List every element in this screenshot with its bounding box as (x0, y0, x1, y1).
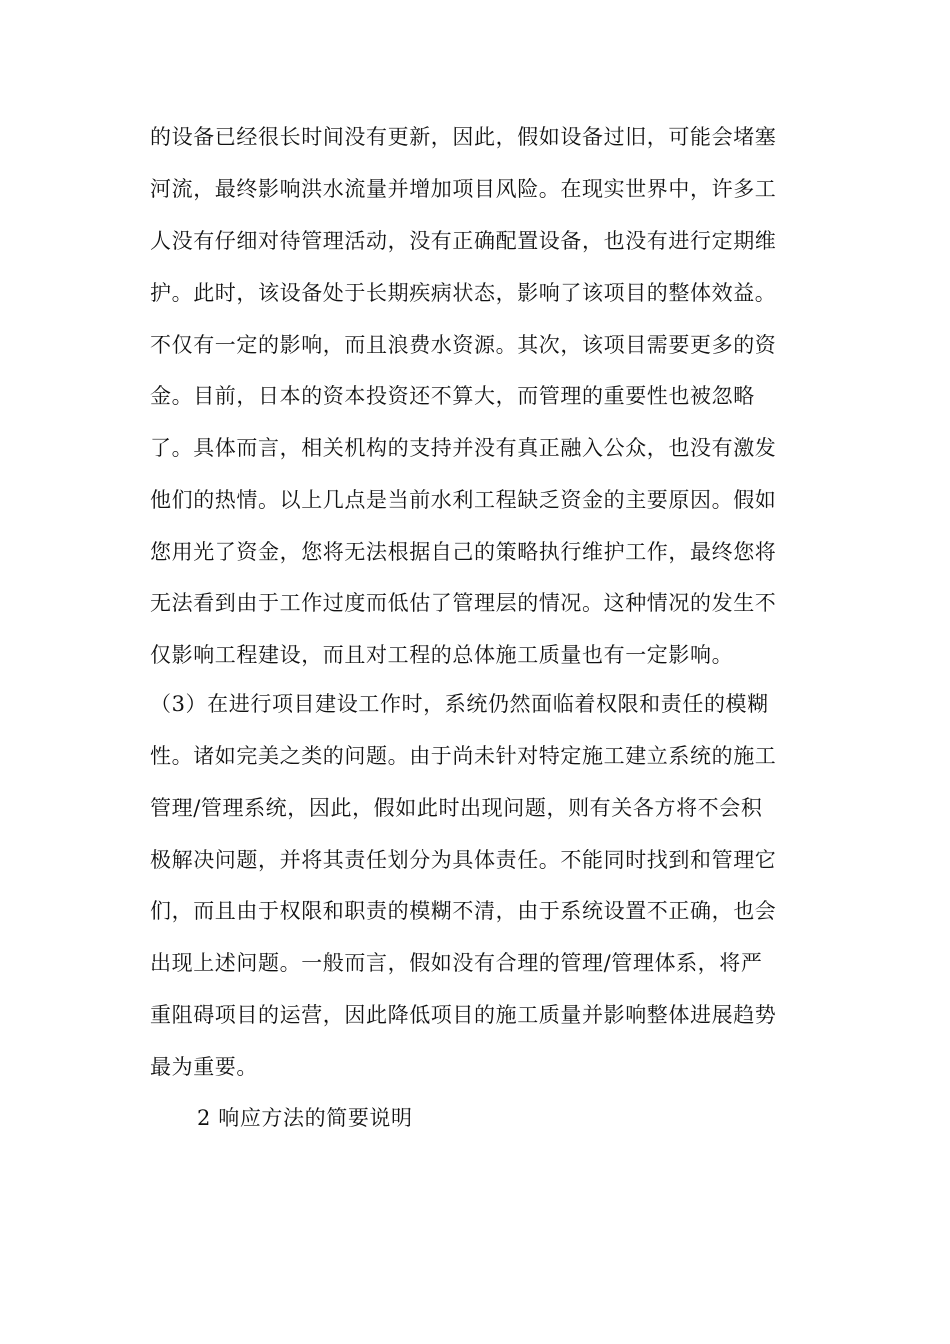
paragraph-line: 的设备已经很长时间没有更新，因此，假如设备过旧，可能会堵塞 (150, 125, 777, 149)
section-heading: 2 响应方法的简要说明 (197, 1106, 413, 1130)
paragraph-line: 您用光了资金，您将无法根据自己的策略执行维护工作，最终您将 (150, 540, 777, 564)
paragraph-line: 管理/管理系统，因此，假如此时出现问题，则有关各方将不会积 (150, 796, 763, 820)
paragraph-line: 金。目前，日本的资本投资还不算大，而管理的重要性也被忽略 (150, 384, 755, 408)
paragraph-line: 人没有仔细对待管理活动，没有正确配置设备，也没有进行定期维 (150, 229, 777, 253)
paragraph-line: 重阻碍项目的运营，因此降低项目的施工质量并影响整体进展趋势 (150, 1003, 777, 1027)
paragraph-line: 极解决问题，并将其责任划分为具体责任。不能同时找到和管理它 (150, 848, 777, 872)
paragraph-line: 他们的热情。以上几点是当前水利工程缺乏资金的主要原因。假如 (150, 488, 777, 512)
paragraph-line: 最为重要。 (150, 1055, 258, 1079)
paragraph-line: 们，而且由于权限和职责的模糊不清，由于系统设置不正确，也会 (150, 899, 777, 923)
paragraph-line: 不仅有一定的影响，而且浪费水资源。其次，该项目需要更多的资 (150, 333, 777, 357)
paragraph-line: 出现上述问题。一般而言，假如没有合理的管理/管理体系，将严 (150, 951, 763, 975)
paragraph-line: （3）在进行项目建设工作时，系统仍然面临着权限和责任的模糊 (150, 692, 769, 716)
paragraph-line: 护。此时，该设备处于长期疾病状态，影响了该项目的整体效益。 (150, 281, 777, 305)
paragraph-line: 河流，最终影响洪水流量并增加项目风险。在现实世界中，许多工 (150, 177, 777, 201)
paragraph-line: 性。诸如完美之类的问题。由于尚未针对特定施工建立系统的施工 (150, 744, 777, 768)
paragraph-line: 无法看到由于工作过度而低估了管理层的情况。这种情况的发生不 (150, 591, 777, 615)
paragraph-line: 仅影响工程建设，而且对工程的总体施工质量也有一定影响。 (150, 643, 734, 667)
paragraph-line: 了。具体而言，相关机构的支持并没有真正融入公众，也没有激发 (150, 436, 777, 460)
